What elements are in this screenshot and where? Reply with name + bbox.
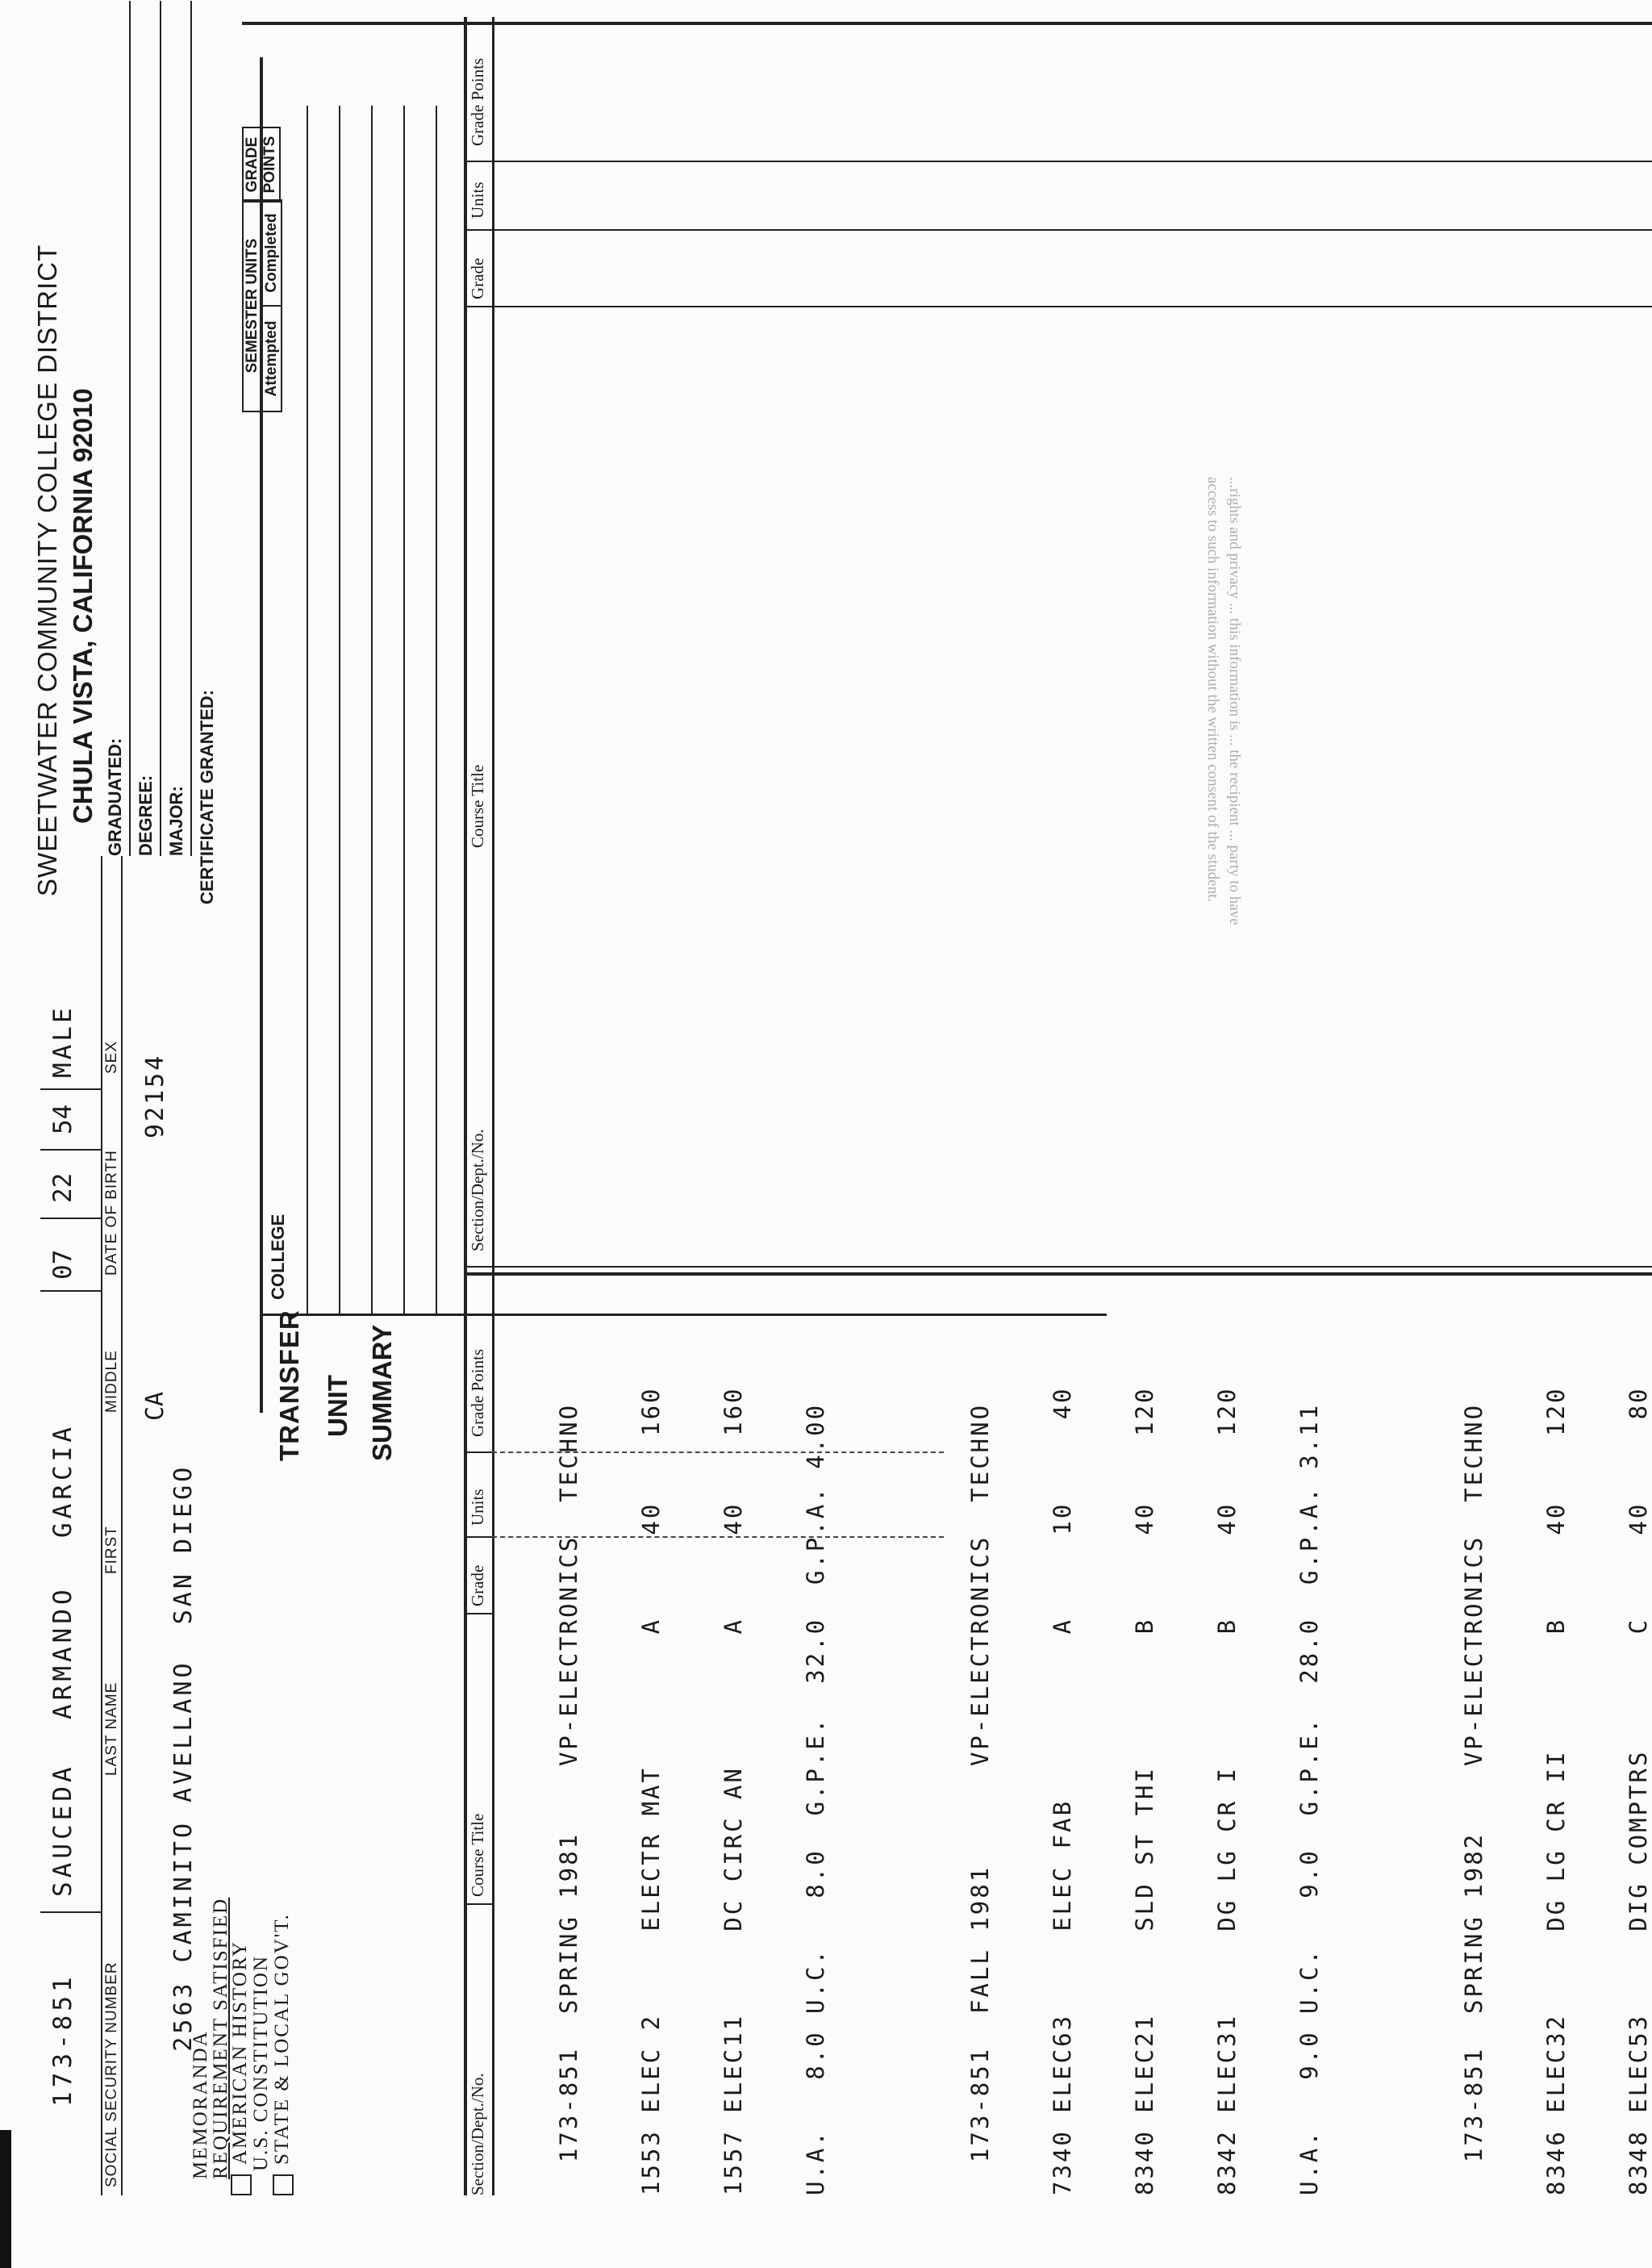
rule [464,1272,1652,1276]
rule [339,106,340,1316]
transcript-line: U.A. 9.0 U.C. 9.0 G.P.E. 28.0 G.P.A. 3.11 [1295,1402,1323,2195]
rule [307,106,308,1316]
requirement-3-label: STATE & LOCAL GOV'T. [271,1913,293,2165]
memoranda-title: MEMORANDA [190,2030,211,2179]
label-dob: DATE OF BIRTH [103,1150,120,1276]
attempted-label: Attempted [263,305,281,411]
confidentiality-stamp: ...rights and privacy ... this information is ... the recipient ... party to have access to such information without the written consent of the student. [1204,477,1243,925]
rule [464,17,467,2195]
col-gp: Grade Points [468,1348,487,1437]
requirement-2-label: U.S. CONSTITUTION [250,1954,272,2171]
rule [190,1,192,856]
label-first: FIRST [103,1526,120,1574]
rule [464,229,1652,231]
rule [160,1,161,856]
rule [464,1451,492,1453]
label-unit: UNIT [323,1375,353,1437]
col-gp-2: Grade Points [468,57,487,146]
label-college: COLLEGE [268,1213,288,1300]
rule [464,1613,492,1614]
col-units-2: Units [468,182,487,219]
address-city: SAN DIEGO [169,1464,198,1625]
rule [464,1266,1652,1268]
rule [492,17,494,2195]
district-city: CHULA VISTA, CALIFORNIA 92010 [68,388,98,824]
district-name: SWEETWATER COMMUNITY COLLEGE DISTRICT [32,244,62,896]
first-name-value: ARMANDO [48,1585,77,1719]
requirement-2 [250,1955,273,2171]
transcript-line: 8346 ELEC32 DG LG CR II B 40 120 [1542,1386,1570,2195]
checkbox-state-local[interactable] [273,2174,294,2195]
requirement-1 [229,1940,252,2195]
completed-label: Completed [263,213,280,293]
col-course-2: Course Title [468,764,487,848]
col-course: Course Title [468,1813,487,1897]
divider [40,1218,101,1219]
scan-edge [0,2130,11,2268]
rule [371,106,373,1316]
rule [464,1536,492,1538]
grade-points-header: GRADE POINTS [242,127,281,203]
last-name-value: SAUCEDA [48,1763,77,1897]
rule [436,106,437,1316]
transcript-line [884,1386,912,2195]
divider [40,1290,101,1292]
transcript-line: 173-851 FALL 1981 VP-ELECTRONICS TECHNO [966,1402,994,2195]
label-graduated: GRADUATED: [105,737,125,856]
rule [242,22,1652,25]
rule [129,1,131,856]
id-row-top-rule [101,856,102,2195]
transcript-line [1378,1386,1405,2195]
divider [40,1149,101,1151]
col-units: Units [468,1489,487,1526]
transcript-line: 8342 ELEC31 DG LG CR I B 40 120 [1213,1386,1241,2195]
col-grade: Grade [468,1564,487,1606]
transcript-line: 8348 ELEC53 DIG COMPTRS C 40 80 [1625,1386,1652,2195]
label-middle: MIDDLE [103,1350,120,1413]
rule [464,161,1652,162]
address-zip: 92154 [141,1053,169,1138]
label-degree: DEGREE: [136,775,156,856]
requirement-title: REQUIREMENT SATISFIED [210,1897,232,2179]
rule [464,1903,492,1905]
rule [403,106,405,1316]
rule [260,1314,1107,1316]
label-ssn: SOCIAL SECURITY NUMBER [103,1961,120,2187]
col-grade-2: Grade [468,257,487,299]
rule [464,306,1652,307]
transcript-line: 1557 ELEC11 DC CIRC AN A 40 160 [720,1386,747,2195]
transcript-body [500,1386,1652,2195]
sex-value: MALE [48,1005,77,1078]
divider [40,1088,101,1090]
dob-year: 54 [48,1104,77,1134]
dob-month: 07 [48,1249,77,1280]
divider [40,1911,101,1913]
checkbox-american-history[interactable] [231,2174,252,2195]
transcript-line: 173-851 SPRING 1982 VP-ELECTRONICS TECHNO [1460,1402,1487,2195]
semester-units-label: SEMESTER UNITS [244,238,261,374]
transcript-line: 1553 ELEC 2 ELECTR MAT A 40 160 [637,1386,665,2195]
col-section-2: Section/Dept./No. [468,1129,487,1251]
label-sex: SEX [103,1040,120,1074]
dob-day: 22 [48,1172,77,1203]
requirement-1-label: AMERICAN HISTORY [229,1940,251,2165]
label-certificate: CERTIFICATE GRANTED: [197,689,217,904]
label-transfer: TRANSFER [274,1309,304,1461]
requirement-3 [271,1913,294,2195]
id-labels-rule [121,856,123,2195]
col-section: Section/Dept./No. [468,2073,487,2195]
address-street: 2563 CAMINITO AVELLANO [169,1660,198,2052]
transcript-line: 7340 ELEC63 ELEC FAB A 10 40 [1049,1386,1076,2195]
semester-units-header [242,199,282,412]
transcript-line: 8340 ELEC21 SLD ST THI B 40 120 [1131,1386,1158,2195]
ssn-value: 173-851 [48,1973,77,2107]
transcript-line: 173-851 SPRING 1981 VP-ELECTRONICS TECHNO [555,1402,582,2195]
address-state: CA [141,1391,169,1421]
middle-name-value: GARCIA [48,1423,77,1538]
label-major: MAJOR: [166,786,186,856]
transcript-line: U.A. 8.0 U.C. 8.0 G.P.E. 32.0 G.P.A. 4.00 [802,1402,829,2195]
label-last: LAST NAME [103,1681,120,1776]
label-summary: SUMMARY [367,1324,397,1461]
